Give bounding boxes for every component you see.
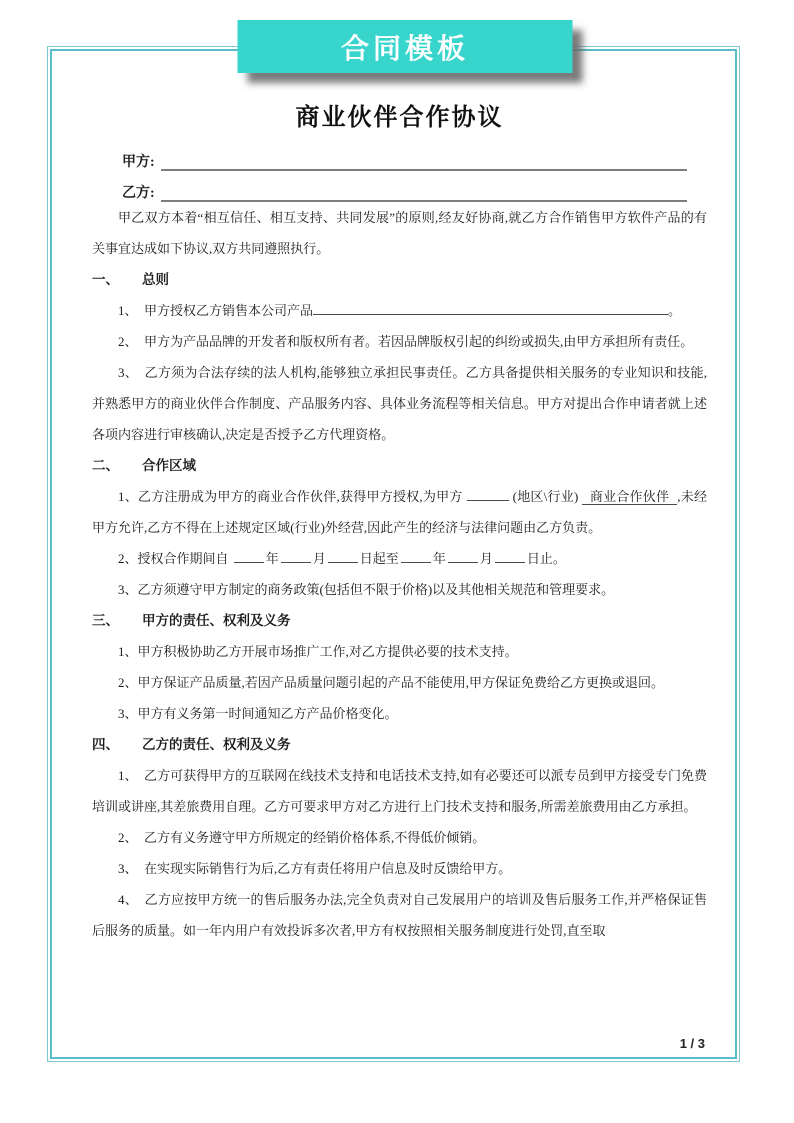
clause-3-3: 3、甲方有义务第一时间通知乙方产品价格变化。: [118, 706, 398, 721]
clause-3-1: 1、甲方积极协助乙方开展市场推广工作,对乙方提供必要的技术支持。: [118, 644, 518, 659]
party-a-label: 甲方:: [122, 155, 155, 170]
day-to-label: 日起至: [359, 551, 399, 566]
party-b-label: 乙方:: [122, 186, 155, 201]
clause-2-2: [92, 543, 707, 574]
intro-paragraph: 甲乙双方本着“相互信任、相互支持、共同发展”的原则,经友好协商,就乙方合作销售甲方软件产品的有关事宜达成如下协议,双方共同遵照执行。: [92, 210, 707, 256]
document-title: 商业伙伴合作协议: [295, 105, 504, 131]
clause-1-2: 2、 甲方为产品品牌的开发者和版权所有者。若因品牌版权引起的纠纷或损失,由甲方承担所有责任。: [118, 334, 694, 349]
section-3-title: 甲方的责任、权利及义务: [142, 613, 291, 628]
region-fill-blank[interactable]: [467, 488, 509, 501]
month-label-end: 月: [479, 551, 493, 566]
clause-2-1-text-d: ,未经甲方允许,乙方不得在上述规定区域(行业)外经营,因此产生的经济与法律问题由乙方负责。: [92, 489, 707, 535]
section-2-number: 二、: [92, 458, 119, 473]
party-b-row: [122, 171, 687, 202]
start-year-blank[interactable]: [234, 550, 264, 563]
day-end-label: 日止。: [526, 551, 566, 566]
template-badge: [238, 20, 573, 73]
party-b-fill-line[interactable]: [161, 184, 687, 202]
section-1-heading: [92, 264, 707, 295]
page-border-inner: [50, 49, 737, 1059]
page-number: 1 / 3: [679, 1036, 705, 1051]
page-border: [47, 46, 740, 1062]
section-3-heading: [92, 605, 707, 636]
clause-4-2: 2、 乙方有义务遵守甲方所规定的经销价格体系,不得低价倾销。: [118, 830, 486, 845]
clause-2-2-lead: 2、授权合作期间自: [118, 551, 229, 566]
end-day-blank[interactable]: [495, 550, 525, 563]
start-day-blank[interactable]: [328, 550, 358, 563]
section-1-title: 总则: [142, 272, 169, 287]
clause-3-2: 2、甲方保证产品质量,若因产品质量问题引起的产品不能使用,甲方保证免费给乙方更换或退回。: [118, 675, 665, 690]
clause-4-4: 4、 乙方应按甲方统一的售后服务办法,完全负责对自己发展用户的培训及售后服务工作,并严格保证售后服务的质量。如一年内用户有效投诉多次者,甲方有权按照相关服务制度进行处罚,直至取: [92, 892, 707, 938]
clause-2-1: [92, 481, 707, 543]
party-a-fill-line[interactable]: [161, 153, 687, 171]
end-year-blank[interactable]: [401, 550, 431, 563]
clause-4-3: 3、 在实现实际销售行为后,乙方有责任将用户信息及时反馈给甲方。: [118, 861, 512, 876]
section-1-number: 一、: [92, 272, 119, 287]
section-4-title: 乙方的责任、权利及义务: [142, 737, 291, 752]
clause-2-1-text-a: 1、乙方注册成为甲方的商业合作伙伴,获得甲方授权,为甲方: [118, 489, 463, 504]
year-label-start: 年: [265, 551, 279, 566]
section-3-number: 三、: [92, 613, 119, 628]
clause-1-1: [92, 295, 707, 326]
section-4-heading: [92, 729, 707, 760]
document-body: [52, 51, 735, 946]
month-label-start: 月: [312, 551, 326, 566]
start-month-blank[interactable]: [281, 550, 311, 563]
template-badge-label: 合同模板: [340, 32, 469, 64]
section-4-number: 四、: [92, 737, 119, 752]
year-label-end: 年: [432, 551, 446, 566]
section-2-heading: [92, 450, 707, 481]
clause-2-1-underlined-term: 商业合作伙伴: [582, 489, 677, 505]
clause-2-1-text-b: (地区\行业): [512, 489, 579, 504]
clause-1-1-period: 。: [668, 303, 682, 318]
end-month-blank[interactable]: [448, 550, 478, 563]
clause-1-3: 3、 乙方须为合法存续的法人机构,能够独立承担民事责任。乙方具备提供相关服务的专业知识和技能,并熟悉甲方的商业伙伴合作制度、产品服务内容、具体业务流程等相关信息。甲方对提出合作申请者就上述各项内容进行审核确认,决定是否授予乙方代理资格。: [92, 365, 707, 442]
clause-2-3: 3、乙方须遵守甲方制定的商务政策(包括但不限于价格)以及其他相关规范和管理要求。: [118, 582, 615, 597]
clause-4-1: 1、 乙方可获得甲方的互联网在线技术支持和电话技术支持,如有必要还可以派专员到甲方接受专门免费培训或讲座,其差旅费用自理。乙方可要求甲方对乙方进行上门技术支持和服务,所需差旅费用由乙方承担。: [92, 768, 707, 814]
party-a-row: [122, 140, 687, 171]
section-2-title: 合作区域: [142, 458, 196, 473]
product-fill-blank[interactable]: [313, 302, 668, 315]
clause-1-1-text: 1、 甲方授权乙方销售本公司产品: [118, 303, 314, 318]
